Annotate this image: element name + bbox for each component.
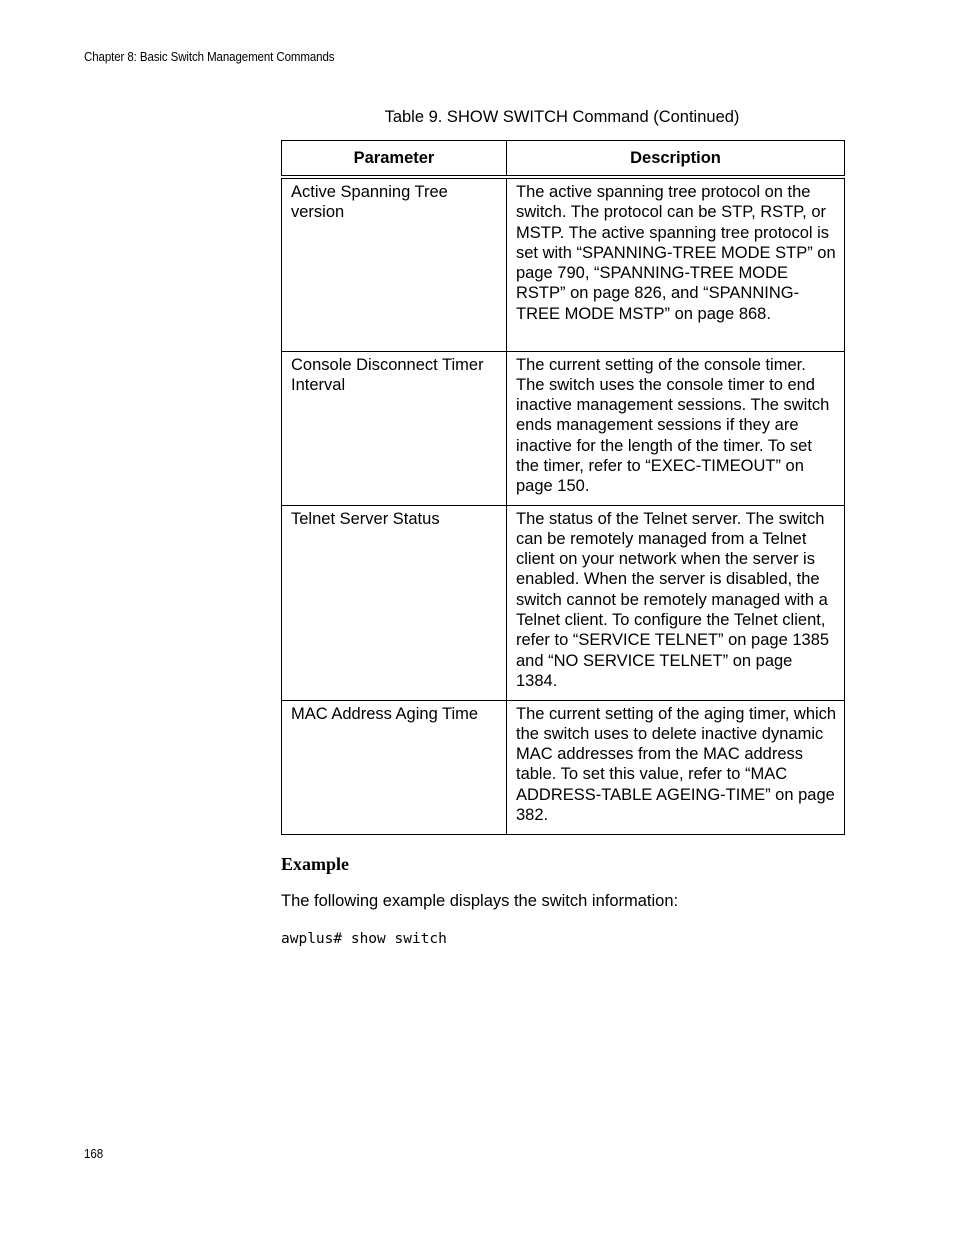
table-row: [282, 700, 845, 834]
parameter-cell: Active Spanning Tree version: [282, 177, 507, 351]
parameter-cell: MAC Address Aging Time: [282, 700, 507, 834]
description-cell: The current setting of the aging timer, which the switch uses to delete inactive dynamic MAC addresses from the MAC address table. To set this value, refer to “MAC ADDRESS-TABLE AGEING-TIME” on page 382.: [507, 700, 845, 834]
table-row: [282, 351, 845, 505]
description-cell: The current setting of the console timer. The switch uses the console timer to end inactive management sessions. The switch ends management sessions if they are inactive for the length of the timer. To set the timer, refer to “EXEC-TIMEOUT” on page 150.: [507, 351, 845, 505]
running-header: Chapter 8: Basic Switch Management Commands: [84, 50, 335, 64]
parameter-cell: Console Disconnect Timer Interval: [282, 351, 507, 505]
table-header-row: [282, 141, 845, 178]
column-header-description: Description: [507, 141, 845, 178]
parameter-table: [281, 140, 845, 835]
table-row: [282, 505, 845, 700]
table-caption: Table 9. SHOW SWITCH Command (Continued): [384, 108, 740, 126]
example-description: The following example displays the switch information:: [281, 892, 679, 910]
example-heading: Example: [281, 854, 350, 874]
description-cell: The status of the Telnet server. The switch can be remotely managed from a Telnet client on your network when the server is enabled. When the server is disabled, the switch cannot be remotely managed with a Telnet client. To configure the Telnet client, refer to “SERVICE TELNET” on page 1385 and “NO SERVICE TELNET” on page 1384.: [507, 505, 845, 700]
parameter-cell: Telnet Server Status: [282, 505, 507, 700]
page-number: 168: [84, 1147, 104, 1161]
column-header-parameter: Parameter: [282, 141, 507, 178]
example-command: awplus# show switch: [281, 931, 447, 947]
description-cell: The active spanning tree protocol on the switch. The protocol can be STP, RSTP, or MSTP. The active spanning tree protocol is set with “SPANNING-TREE MODE STP” on page 790, “SPANNING-TREE MODE RSTP” on page 826, and “SPANNING-TREE MODE MSTP” on page 868.: [507, 177, 845, 351]
table-row: [282, 177, 845, 351]
